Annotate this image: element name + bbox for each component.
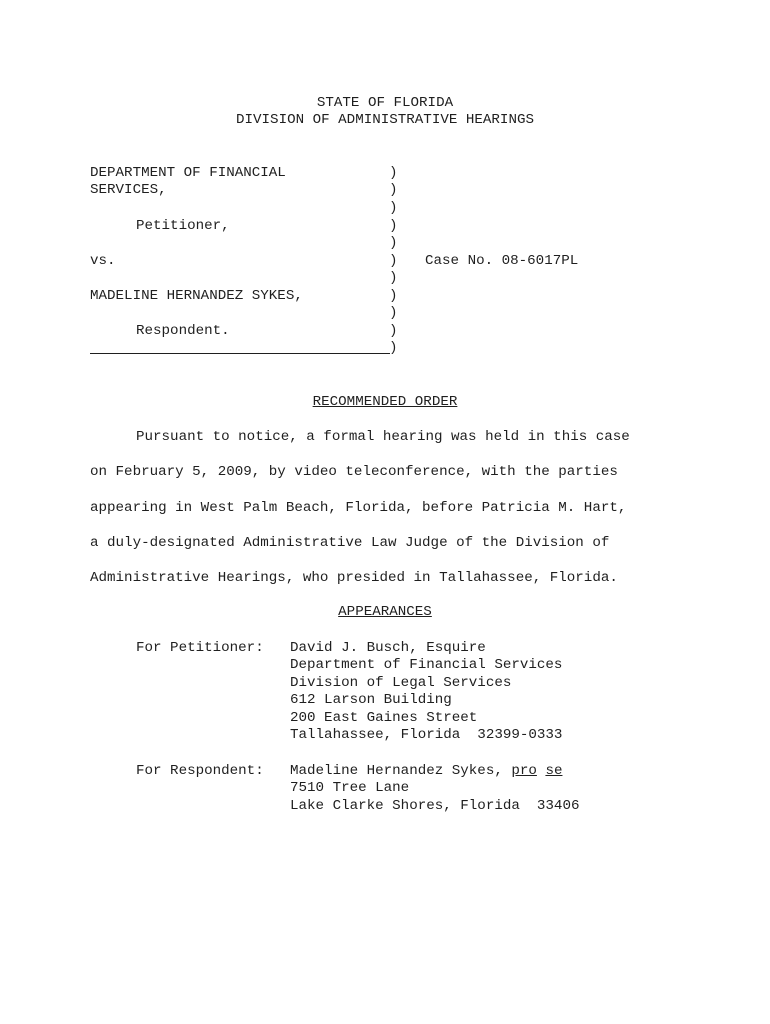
petitioner-counsel-line: Division of Legal Services (290, 675, 512, 691)
petitioner-counsel-line: Tallahassee, Florida 32399-0333 (290, 727, 563, 743)
order-title-text: RECOMMENDED ORDER (312, 394, 458, 410)
state-heading: STATE OF FLORIDA (316, 95, 454, 111)
petitioner-counsel-line: 200 East Gaines Street (290, 710, 478, 726)
petitioner-name-line2: SERVICES, (90, 182, 167, 198)
caption-paren: ) (389, 323, 398, 339)
se-text: se (545, 763, 563, 779)
versus-label: vs. (90, 253, 116, 269)
respondent-counsel-name-line (290, 763, 562, 780)
caption-paren: ) (389, 288, 398, 304)
paragraph-line: Administrative Hearings, who presided in Tallahassee, Florida. (90, 570, 618, 586)
petitioner-counsel-line: 612 Larson Building (290, 692, 452, 708)
division-heading: DIVISION OF ADMINISTRATIVE HEARINGS (236, 112, 534, 128)
paragraph-line: appearing in West Palm Beach, Florida, before Patricia M. Hart, (90, 500, 627, 516)
respondent-name: MADELINE HERNANDEZ SYKES, (90, 288, 303, 304)
respondent-address-line: 7510 Tree Lane (290, 780, 410, 796)
caption-paren: ) (389, 182, 398, 198)
caption-paren: ) (389, 270, 398, 286)
petitioner-counsel-line: Department of Financial Services (290, 657, 563, 673)
petitioner-name-line1: DEPARTMENT OF FINANCIAL (90, 165, 286, 181)
appearances-title-text: APPEARANCES (338, 604, 432, 620)
respondent-counsel-label: For Respondent: (136, 763, 264, 779)
paragraph-line: on February 5, 2009, by video teleconference, with the parties (90, 464, 618, 480)
petitioner-counsel-line: David J. Busch, Esquire (290, 640, 486, 656)
caption-paren: ) (389, 165, 398, 181)
paragraph-line: a duly-designated Administrative Law Judge of the Division of (90, 535, 610, 551)
caption-rule (90, 353, 390, 354)
petitioner-counsel-label: For Petitioner: (136, 640, 264, 656)
order-title (0, 394, 770, 411)
caption-paren: ) (389, 200, 398, 216)
case-number: Case No. 08-6017PL (425, 253, 579, 269)
caption-paren: ) (389, 340, 398, 356)
caption-paren: ) (389, 218, 398, 234)
appearances-title (0, 604, 770, 621)
respondent-address-line: Lake Clarke Shores, Florida 33406 (290, 798, 580, 814)
pro-text: pro (511, 763, 537, 779)
petitioner-role: Petitioner, (136, 218, 230, 234)
respondent-role: Respondent. (136, 323, 230, 339)
respondent-counsel-name: Madeline Hernandez Sykes, (290, 763, 503, 779)
caption-paren: ) (389, 305, 398, 321)
caption-paren: ) (389, 253, 398, 269)
paragraph-line: Pursuant to notice, a formal hearing was held in this case (136, 429, 630, 445)
caption-paren: ) (389, 235, 398, 251)
